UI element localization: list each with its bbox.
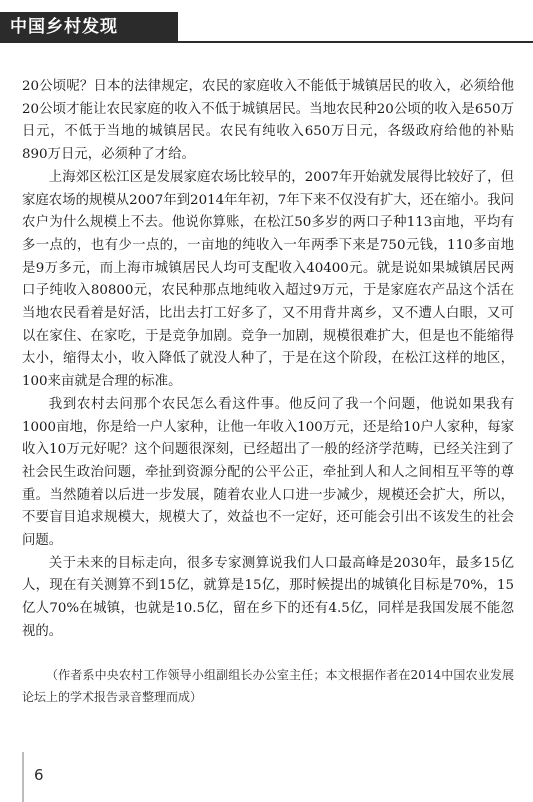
paragraph-1: 20公顷呢？日本的法律规定，农民的家庭收入不能低于城镇居民的收入，必须给他20公顷才能让农民家庭的收入不低于城镇居民。当地农民种20公顷的收入是650万日元，不低于当地的城镇居民。农民有纯收入650万日元，各级政府给他的补贴890万日元，必须种了才给。	[22, 79, 514, 163]
paragraph-3: 我到农村去问那个农民怎么看这件事。他反问了我一个问题，他说如果我有1000亩地，你是给一户人家种，让他一年收入100万元，还是给10户人家种，每家收入10万元好呢？这个问题很深刻，已经超出了一般的经济学范畴，已经关注到了社会民生政治问题，牵扯到资源分配的公平公正，牵扯到人和人之间相互平等的尊重。当然随着以后进一步发展，随着农业人口进一步减少，规模还会扩大，所以，不要盲目追求规模大，规模大了，效益也不一定好，还可能会引出不该发生的社会问题。	[22, 396, 514, 549]
publication-title: 中国乡村发现	[10, 17, 118, 37]
header-rule	[0, 41, 533, 43]
page-number: 6	[34, 766, 44, 784]
author-note: （作者系中央农村工作领导小组副组长办公室主任；本文根据作者在2014中国农业发展论坛上的学术报告录音整理而成）	[22, 667, 514, 704]
running-header	[0, 12, 533, 42]
paragraph-2: 上海郊区松江区是发展家庭农场比较早的，2007年开始就发展得比较好了，但家庭农场的规模从2007年到2014年年初，7年下来不仅没有扩大，还在缩小。我问农户为什么规模上不去。他说你算账，在松江50多岁的两口子种113亩地，平均有多一点的，也有少一点的，一亩地的纯收入一年两季下来是750元钱，110多亩地是9万多元，而上海市城镇居民人均可支配收入40400元。就是说如果城镇居民两口子纯收入80800元，农民种那点地纯收入超过9万元，于是家庭农产品这个活在当地农民看着是好活，比出去打工好多了，又不用背井离乡，又不遭人白眼，又可以在家住、在家吃，于是竞争加剧。竞争一加剧，规模很难扩大，但是也不能缩得太小，缩得太小，收入降低了就没人种了，于是在这个阶段，在松江这样的地区，100来亩就是合理的标准。	[22, 169, 514, 390]
article-body	[22, 76, 514, 708]
paragraph-4: 关于未来的目标走向，很多专家测算说我们人口最高峰是2030年，最多15亿人，现在有关测算不到15亿，就算是15亿，那时候提出的城镇化目标是70%，15亿人70%在城镇，也就是10.5亿，留在乡下的还有4.5亿，同样是我国发展不能忽视的。	[22, 555, 514, 639]
footer-rule	[22, 752, 24, 802]
